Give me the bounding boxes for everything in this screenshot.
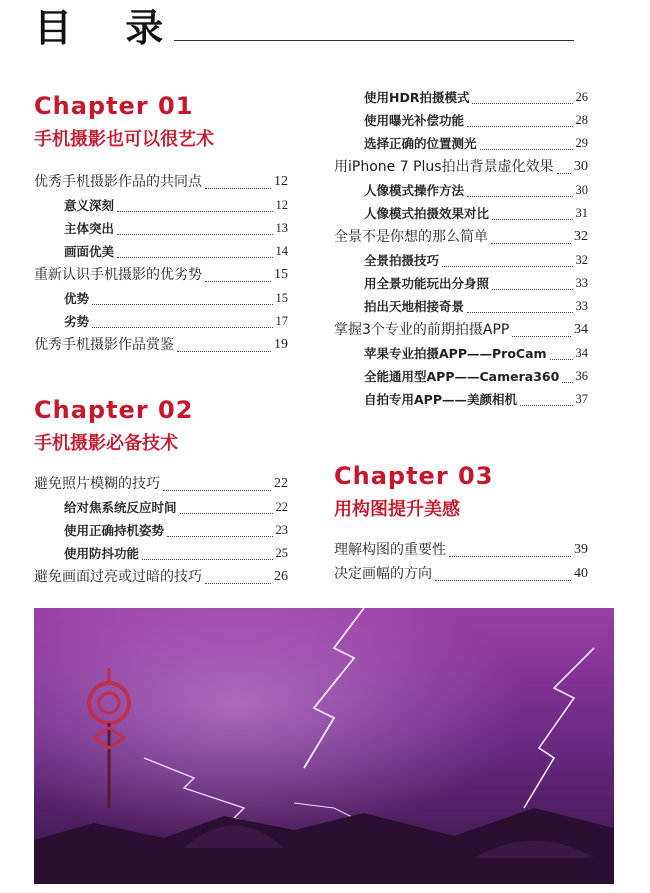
toc-subentry[interactable] [334, 295, 588, 318]
page-header [34, 6, 594, 50]
entry-title: 重新认识手机摄影的优劣势 [34, 267, 202, 283]
entry-title: 自拍专用APP——美颜相机 [364, 392, 517, 407]
chapter-label: Chapter 02 [34, 396, 194, 424]
lightning-storm-photo [34, 608, 614, 884]
page-title: 目 录 [34, 6, 184, 50]
page-number: 22 [274, 476, 288, 491]
title-rule [174, 40, 574, 41]
entry-title: 全景拍摄技巧 [364, 253, 440, 268]
dot-leader [467, 126, 572, 127]
entry-title: 选择正确的位置测光 [364, 136, 477, 151]
page-number: 34 [574, 322, 588, 337]
page-number: 39 [574, 542, 588, 557]
entry-title: 使用HDR拍摄模式 [364, 90, 470, 105]
chapter-label: Chapter 03 [334, 462, 494, 490]
toc-entry[interactable] [334, 318, 588, 342]
page-number: 13 [275, 221, 288, 235]
toc-subentry[interactable] [334, 132, 588, 155]
toc-subentry[interactable] [334, 342, 588, 365]
dot-leader [562, 382, 572, 383]
page-number: 37 [575, 392, 588, 406]
page-number: 40 [574, 566, 588, 581]
entry-title: 用iPhone 7 Plus拍出背景虚化效果 [334, 159, 554, 175]
page-number: 25 [275, 546, 288, 560]
toc-entry[interactable] [334, 538, 588, 562]
dot-leader [180, 513, 273, 514]
entry-title: 劣势 [64, 314, 90, 329]
entry-title: 决定画幅的方向 [334, 566, 432, 582]
dot-leader [205, 583, 271, 584]
dot-leader [117, 257, 272, 258]
page-number: 33 [575, 299, 588, 313]
toc-subentry[interactable] [34, 217, 288, 240]
page-number: 23 [275, 523, 288, 537]
dot-leader [177, 351, 271, 352]
entry-title: 苹果专业拍摄APP——ProCam [364, 346, 547, 361]
page-number: 30 [575, 183, 588, 197]
toc-subentry[interactable] [334, 202, 588, 225]
chapter-label: Chapter 01 [34, 92, 194, 120]
entry-title: 全能通用型APP——Camera360 [364, 369, 560, 384]
dot-leader [491, 243, 571, 244]
entry-title: 避免画面过亮或过暗的技巧 [34, 569, 202, 585]
entry-title: 拍出天地相接奇景 [364, 299, 465, 314]
chapter-02-heading [34, 396, 294, 456]
page-number: 26 [575, 90, 588, 104]
chapter-03-heading [334, 462, 594, 522]
dot-leader [205, 188, 271, 189]
entry-title: 人像模式操作方法 [364, 183, 465, 198]
toc-subentry[interactable] [334, 179, 588, 202]
dot-leader [520, 405, 573, 406]
dot-leader [467, 196, 572, 197]
toc-subentry[interactable] [334, 272, 588, 295]
dot-leader [205, 281, 271, 282]
dot-leader [163, 490, 271, 491]
page-number: 15 [275, 291, 288, 305]
chapter-title: 用构图提升美感 [334, 499, 460, 520]
entry-title: 意义深刻 [64, 198, 115, 213]
toc-subentry[interactable] [334, 365, 588, 388]
toc-subentry[interactable] [34, 310, 288, 333]
toc-subentry[interactable] [34, 240, 288, 263]
chapter-title: 手机摄影也可以很艺术 [34, 129, 214, 150]
dot-leader [435, 580, 571, 581]
entry-title: 避免照片模糊的技巧 [34, 476, 160, 492]
dot-leader [92, 304, 272, 305]
page-number: 30 [574, 159, 588, 174]
toc-subentry[interactable] [334, 86, 588, 109]
dot-leader [472, 103, 572, 104]
entry-title: 优秀手机摄影作品的共同点 [34, 174, 202, 190]
dot-leader [512, 336, 571, 337]
toc-entry[interactable] [34, 472, 288, 496]
toc-subentry[interactable] [34, 194, 288, 217]
toc-entry[interactable] [334, 225, 588, 249]
chapter-03-entries [334, 538, 588, 586]
dot-leader [117, 211, 272, 212]
toc-entry[interactable] [34, 170, 288, 194]
toc-entry[interactable] [34, 565, 288, 589]
entry-title: 使用防抖功能 [64, 546, 140, 561]
toc-subentry[interactable] [34, 519, 288, 542]
toc-entry[interactable] [334, 562, 588, 586]
toc-subentry[interactable] [34, 287, 288, 310]
entry-title: 理解构图的重要性 [334, 542, 446, 558]
entry-title: 优秀手机摄影作品赏鉴 [34, 337, 174, 353]
dot-leader [557, 173, 571, 174]
page-number: 34 [575, 346, 588, 360]
dot-leader [142, 559, 272, 560]
toc-subentry[interactable] [334, 388, 588, 411]
page-number: 32 [575, 253, 588, 267]
page-number: 12 [274, 174, 288, 189]
page-number: 12 [275, 198, 288, 212]
page-number: 26 [274, 569, 288, 584]
dot-leader [117, 234, 272, 235]
toc-entry[interactable] [34, 333, 288, 357]
page-number: 17 [275, 314, 288, 328]
page-number: 22 [275, 500, 288, 514]
dot-leader [467, 312, 572, 313]
page-number: 19 [274, 337, 288, 352]
entry-title: 用全景功能玩出分身照 [364, 276, 490, 291]
page-number: 36 [575, 369, 588, 383]
dot-leader [442, 266, 572, 267]
dot-leader [480, 149, 573, 150]
chapter-02-entries [34, 472, 288, 589]
entry-title: 使用曝光补偿功能 [364, 113, 465, 128]
page-number: 31 [575, 206, 588, 220]
toc-subentry[interactable] [34, 496, 288, 519]
entry-title: 优势 [64, 291, 90, 306]
page-number: 32 [574, 229, 588, 244]
page-number: 15 [274, 267, 288, 282]
entry-title: 使用正确持机姿势 [64, 523, 165, 538]
dot-leader [492, 289, 572, 290]
entry-title: 给对焦系统反应时间 [64, 500, 177, 515]
dot-leader [167, 536, 272, 537]
dot-leader [492, 219, 572, 220]
chapter-02-entries-continued [334, 86, 588, 411]
dot-leader [92, 327, 272, 328]
toc-subentry[interactable] [334, 249, 588, 272]
page-number: 29 [575, 136, 588, 150]
page-number: 14 [275, 244, 288, 258]
toc-entry[interactable] [334, 155, 588, 179]
entry-title: 掌握3个专业的前期拍摄APP [334, 322, 510, 338]
chapter-01-heading [34, 92, 294, 152]
entry-title: 主体突出 [64, 221, 115, 236]
dot-leader [449, 556, 571, 557]
entry-title: 全景不是你想的那么简单 [334, 229, 488, 245]
entry-title: 画面优美 [64, 244, 115, 259]
chapter-title: 手机摄影必备技术 [34, 433, 178, 454]
toc-subentry[interactable] [334, 109, 588, 132]
page-number: 33 [575, 276, 588, 290]
toc-entry[interactable] [34, 263, 288, 287]
dot-leader [550, 359, 573, 360]
entry-title: 人像模式拍摄效果对比 [364, 206, 490, 221]
chapter-01-entries [34, 170, 288, 357]
page-number: 28 [575, 113, 588, 127]
toc-subentry[interactable] [34, 542, 288, 565]
